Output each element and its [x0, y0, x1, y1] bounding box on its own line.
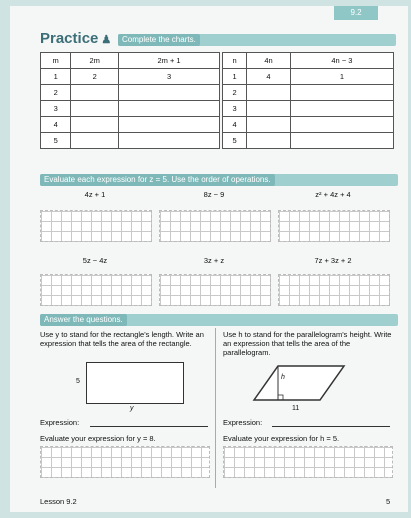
table-cell: 4 — [247, 69, 291, 85]
answer-cell[interactable] — [290, 101, 393, 117]
table-cell: 5 — [223, 133, 247, 149]
practice-title-text: Practice — [40, 30, 99, 47]
parallelogram-shape — [254, 366, 344, 400]
expression-label: z² + 4z + 4 — [315, 190, 351, 199]
table-n-header: 4n − 3 — [290, 53, 393, 69]
answer-cell[interactable] — [71, 133, 119, 149]
table-cell: 1 — [223, 69, 247, 85]
table-cell: 5 — [41, 133, 71, 149]
work-grid[interactable] — [40, 446, 210, 478]
table-row — [223, 133, 394, 149]
table-row — [223, 69, 394, 85]
evaluate-left: Evaluate your expression for y = 8. — [40, 434, 156, 443]
table-m-header: 2m + 1 — [119, 53, 220, 69]
table-row — [41, 101, 220, 117]
parallelogram-figure — [250, 362, 350, 408]
column-divider — [215, 328, 216, 488]
answer-cell[interactable] — [119, 133, 220, 149]
expression-answer-line[interactable] — [272, 426, 390, 427]
table-row — [41, 117, 220, 133]
parallelogram-height-label: h — [281, 374, 285, 381]
table-row — [41, 133, 220, 149]
rectangle-figure — [86, 362, 184, 404]
work-grid[interactable] — [40, 210, 152, 242]
table-cell: 3 — [119, 69, 220, 85]
answer-cell[interactable] — [247, 133, 291, 149]
answer-cell[interactable] — [71, 101, 119, 117]
parallelogram-base-label: 11 — [292, 405, 300, 412]
table-n — [222, 52, 394, 149]
work-grid[interactable] — [223, 446, 393, 478]
expression-label: 3z + z — [203, 256, 225, 265]
expression-label-right: Expression: — [223, 418, 263, 427]
lesson-tab: 9.2 — [334, 6, 378, 20]
work-grid[interactable] — [159, 210, 271, 242]
table-cell: 4 — [41, 117, 71, 133]
rectangle-question: Use y to stand for the rectangle's length. Write an expression that tells the area of the rectangle. — [40, 330, 204, 348]
answer-cell[interactable] — [247, 117, 291, 133]
table-row — [223, 101, 394, 117]
answer-cell[interactable] — [119, 101, 220, 117]
table-cell: 2 — [71, 69, 119, 85]
table-cell: 2 — [41, 85, 71, 101]
table-m — [40, 52, 220, 149]
answer-cell[interactable] — [247, 85, 291, 101]
instruction-3: Answer the questions. — [40, 314, 127, 326]
table-cell: 1 — [290, 69, 393, 85]
table-m-header: 2m — [71, 53, 119, 69]
table-n-header: n — [223, 53, 247, 69]
answer-cell[interactable] — [290, 133, 393, 149]
instruction-1: Complete the charts. — [118, 34, 200, 46]
answer-cell[interactable] — [247, 101, 291, 117]
answer-cell[interactable] — [71, 117, 119, 133]
person-icon: ♟ — [101, 34, 112, 46]
table-row — [41, 85, 220, 101]
work-grid[interactable] — [278, 274, 390, 306]
expression-answer-line[interactable] — [90, 426, 208, 427]
table-cell: 1 — [41, 69, 71, 85]
work-grid[interactable] — [159, 274, 271, 306]
table-cell: 3 — [223, 101, 247, 117]
table-row — [223, 117, 394, 133]
evaluate-right: Evaluate your expression for h = 5. — [223, 434, 340, 443]
worksheet-page — [10, 6, 408, 512]
table-row — [41, 69, 220, 85]
table-cell: 3 — [41, 101, 71, 117]
table-row — [223, 85, 394, 101]
answer-cell[interactable] — [119, 85, 220, 101]
instruction-2: Evaluate each expression for z = 5. Use the order of operations. — [40, 174, 275, 186]
parallelogram-question: Use h to stand for the parallelogram's height. Write an expression that tells the area of the parallelogram. — [223, 330, 392, 357]
table-m-header: m — [41, 53, 71, 69]
lesson-label: Lesson 9.2 — [40, 497, 77, 506]
work-grid[interactable] — [40, 274, 152, 306]
table-n-header: 4n — [247, 53, 291, 69]
work-grid[interactable] — [278, 210, 390, 242]
page-number: 5 — [386, 497, 391, 506]
expression-label: 7z + 3z + 2 — [314, 256, 352, 265]
answer-cell[interactable] — [119, 117, 220, 133]
practice-title — [40, 30, 111, 47]
rectangle-side-label: 5 — [76, 378, 80, 385]
expression-label-left: Expression: — [40, 418, 80, 427]
table-cell: 4 — [223, 117, 247, 133]
answer-cell[interactable] — [290, 117, 393, 133]
answer-cell[interactable] — [71, 85, 119, 101]
expression-label: 5z − 4z — [82, 256, 108, 265]
table-cell: 2 — [223, 85, 247, 101]
answer-cell[interactable] — [290, 85, 393, 101]
rectangle-length-label: y — [130, 405, 134, 412]
expression-label: 8z − 9 — [203, 190, 225, 199]
expression-label: 4z + 1 — [84, 190, 106, 199]
